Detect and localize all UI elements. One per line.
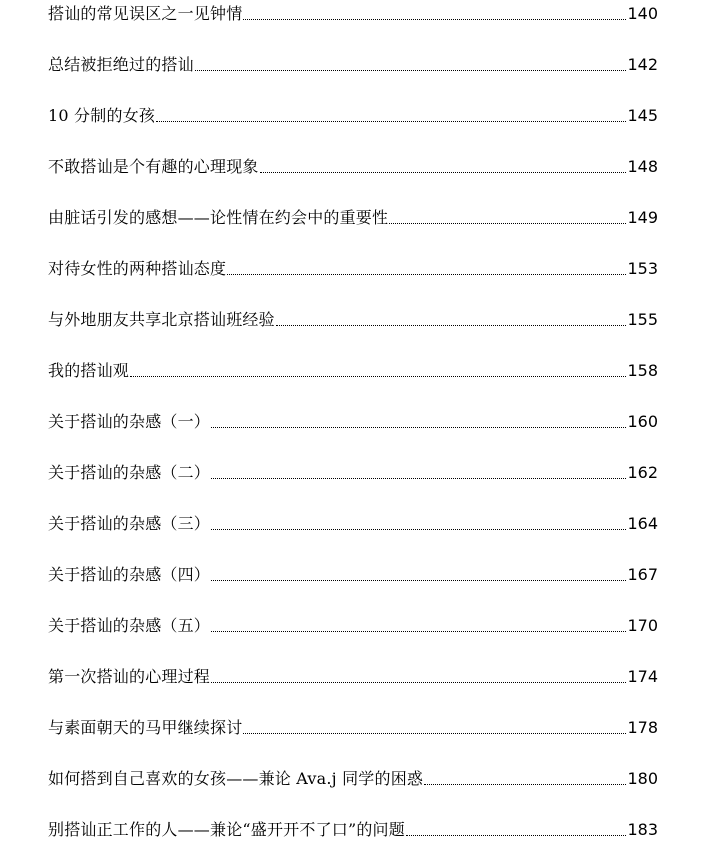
toc-entry-title: 由脏话引发的感想——论性情在约会中的重要性	[48, 208, 389, 227]
toc-entry[interactable]	[48, 2, 658, 26]
dot-leader	[211, 682, 626, 683]
toc-entry[interactable]	[48, 818, 658, 842]
dot-leader	[211, 478, 626, 479]
toc-entry-page-number: 170	[627, 616, 658, 635]
toc-entry[interactable]	[48, 614, 658, 638]
toc-entry-title: 第一次搭讪的心理过程	[48, 667, 211, 686]
toc-entry-page-number: 142	[627, 55, 658, 74]
toc-entry[interactable]	[48, 461, 658, 485]
toc-entry[interactable]	[48, 563, 658, 587]
dot-leader	[227, 274, 626, 275]
toc-entry-title: 10 分制的女孩	[48, 106, 156, 125]
toc-entry-page-number: 140	[627, 4, 658, 23]
toc-entry-title: 关于搭讪的杂感（三）	[48, 514, 211, 533]
dot-leader	[211, 580, 626, 581]
toc-entry-page-number: 158	[627, 361, 658, 380]
dot-leader	[243, 19, 626, 20]
toc-entry-title: 总结被拒绝过的搭讪	[48, 55, 194, 74]
dot-leader	[424, 784, 626, 785]
dot-leader	[211, 631, 626, 632]
toc-entry-page-number: 162	[627, 463, 658, 482]
dot-leader	[243, 733, 626, 734]
toc-entry[interactable]	[48, 410, 658, 434]
toc-entry-page-number: 145	[627, 106, 658, 125]
toc-entry-title: 搭讪的常见误区之一见钟情	[48, 4, 243, 23]
dot-leader	[211, 427, 626, 428]
toc-entry-title: 如何搭到自己喜欢的女孩——兼论 Ava.j 同学的困惑	[48, 769, 424, 788]
toc-entry-title: 关于搭讪的杂感（五）	[48, 616, 211, 635]
dot-leader	[156, 121, 626, 122]
toc-entry[interactable]	[48, 665, 658, 689]
toc-entry-title: 我的搭讪观	[48, 361, 130, 380]
dot-leader	[211, 529, 626, 530]
toc-entry-title: 不敢搭讪是个有趣的心理现象	[48, 157, 259, 176]
toc-entry-page-number: 180	[627, 769, 658, 788]
toc-entry[interactable]	[48, 716, 658, 740]
toc-entry-title: 与外地朋友共享北京搭讪班经验	[48, 310, 275, 329]
dot-leader	[389, 223, 626, 224]
toc-entry-page-number: 155	[627, 310, 658, 329]
toc-entry-page-number: 178	[627, 718, 658, 737]
toc-entry-page-number: 167	[627, 565, 658, 584]
toc-entry[interactable]	[48, 308, 658, 332]
dot-leader	[406, 835, 626, 836]
toc-entry-page-number: 148	[627, 157, 658, 176]
toc-entry-page-number: 153	[627, 259, 658, 278]
toc-entry-page-number: 149	[627, 208, 658, 227]
dot-leader	[195, 70, 627, 71]
toc-entry[interactable]	[48, 257, 658, 281]
toc-entry[interactable]	[48, 104, 658, 128]
toc-entry[interactable]	[48, 53, 658, 77]
dot-leader	[260, 172, 627, 173]
dot-leader	[130, 376, 626, 377]
toc-entry[interactable]	[48, 359, 658, 383]
dot-leader	[276, 325, 627, 326]
toc-entry-title: 关于搭讪的杂感（四）	[48, 565, 211, 584]
toc-entry-page-number: 174	[627, 667, 658, 686]
toc-entry-page-number: 164	[627, 514, 658, 533]
toc-entry-title: 关于搭讪的杂感（二）	[48, 463, 211, 482]
toc-entry-title: 与素面朝天的马甲继续探讨	[48, 718, 243, 737]
toc-entry[interactable]	[48, 767, 658, 791]
toc-entry-page-number: 183	[627, 820, 658, 839]
toc-entry-page-number: 160	[627, 412, 658, 431]
toc-entry[interactable]	[48, 155, 658, 179]
toc-entry[interactable]	[48, 512, 658, 536]
toc-entry-title: 关于搭讪的杂感（一）	[48, 412, 211, 431]
toc-entry[interactable]	[48, 206, 658, 230]
toc-entry-title: 别搭讪正工作的人——兼论“盛开开不了口”的问题	[48, 820, 405, 839]
toc-entry-title: 对待女性的两种搭讪态度	[48, 259, 227, 278]
